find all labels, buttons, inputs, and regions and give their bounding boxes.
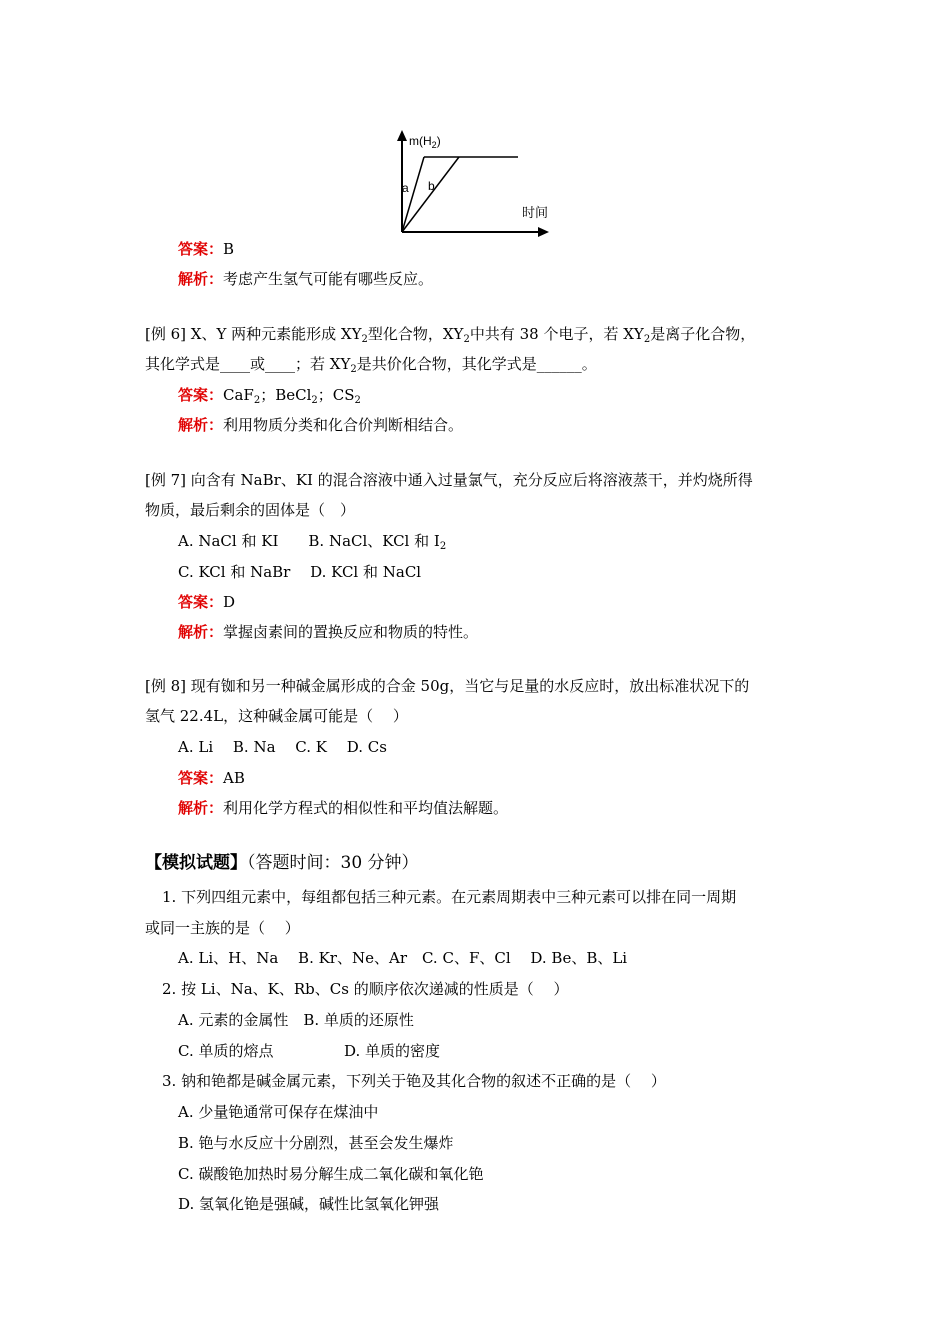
ex7-answer-value: D [223, 593, 236, 611]
ex5-answer [178, 239, 234, 259]
ex5-answer-value: B [223, 240, 235, 258]
mock-q3-option-a: A. 少量铯通常可保存在煤油中 [178, 1103, 379, 1121]
ex8-answer [178, 768, 245, 788]
mock-q2-options-ab: A. 元素的金属性 B. 单质的还原性 [178, 1011, 414, 1029]
mock-heading [145, 852, 419, 874]
mock-q2-option-d: D. 单质的密度 [344, 1042, 441, 1060]
ex8-question-line2: 氢气 22.4L，这种碱金属可能是（ ） [145, 707, 408, 725]
ex8-options: A. Li B. Na C. K D. Cs [178, 738, 387, 756]
mock-q3-option-b: B. 铯与水反应十分剧烈，甚至会发生爆炸 [178, 1134, 454, 1152]
mock-q1-line1: 1. 下列四组元素中，每组都包括三种元素。在元素周期表中三种元素可以排在同一周期 [162, 888, 737, 906]
ex5-answer-label: 答案： [178, 240, 224, 258]
graph-line-a-label: a [402, 181, 409, 195]
ex6-question-line2: 其化学式是____或____；若 $XY_2$是共价化合物，其化学式是______。 [145, 355, 597, 375]
ex6-analysis-label: 解析： [178, 416, 224, 434]
ex6-analysis-text: 利用物质分类和化合价判断相结合。 [223, 416, 464, 434]
graph-x-label: 时间 [522, 206, 549, 221]
ex7-answer [178, 592, 235, 612]
mock-q1-line2: 或同一主族的是（ ） [145, 919, 300, 937]
ex8-analysis-label: 解析： [178, 799, 224, 817]
ex7-answer-label: 答案： [178, 593, 224, 611]
ex7-options-ab: A. NaCl 和 KI B. NaCl、KCl 和 $I_2$ [178, 532, 447, 552]
ex8-analysis-text: 利用化学方程式的相似性和平均值法解题。 [223, 799, 509, 817]
ex6-question-line1: [例 6] X、Y 两种元素能形成 $XY_2$型化合物，$XY_2$中共有 38 个电子，若 $XY_2$是离子化合物， [145, 325, 756, 345]
graph-line-b-label: b [428, 179, 435, 193]
mock-heading-title: 【模拟试题】 [145, 853, 247, 873]
mock-q3: 3. 钠和铯都是碱金属元素，下列关于铯及其化合物的叙述不正确的是（ ） [162, 1072, 666, 1090]
ex8-question-line1: [例 8] 现有铷和另一种碱金属形成的合金 50g，当它与足量的水反应时，放出标准状况下的 [145, 677, 750, 695]
ex7-question-line1: [例 7] 向含有 NaBr、KI 的混合溶液中通入过量氯气，充分反应后将溶液蒸干，并灼烧所得 [145, 471, 753, 489]
ex6-answer-label: 答案： [178, 386, 224, 404]
ex7-analysis-label: 解析： [178, 623, 224, 641]
ex7-options-cd: C. KCl 和 NaBr D. KCl 和 NaCl [178, 563, 422, 581]
mock-q1-options: A. Li、H、Na B. Kr、Ne、Ar C. C、F、Cl D. Be、B、Li [178, 949, 628, 967]
hydrogen-mass-time-graph [392, 128, 557, 240]
ex7-question-line2: 物质，最后剩余的固体是（ ） [145, 501, 356, 519]
ex7-analysis [178, 622, 478, 642]
ex5-analysis-label: 解析： [178, 270, 224, 288]
graph-y-label: $m(H_2)$ [409, 134, 441, 150]
ex5-analysis [178, 269, 433, 289]
mock-q3-option-c: C. 碳酸铯加热时易分解生成二氧化碳和氧化铯 [178, 1165, 484, 1183]
ex8-analysis [178, 798, 508, 818]
mock-q2-option-c: C. 单质的熔点 [178, 1042, 274, 1060]
ex8-answer-value: AB [223, 769, 245, 787]
ex5-analysis-text: 考虑产生氢气可能有哪些反应。 [223, 270, 434, 288]
mock-q3-option-d: D. 氢氧化铯是强碱，碱性比氢氧化钾强 [178, 1195, 440, 1213]
ex6-analysis [178, 415, 463, 435]
mock-heading-time: （答题时间：30 分钟） [247, 853, 419, 873]
ex7-analysis-text: 掌握卤素间的置换反应和物质的特性。 [223, 623, 479, 641]
mock-q2: 2. 按 Li、Na、K、Rb、Cs 的顺序依次递减的性质是（ ） [162, 980, 569, 998]
ex8-answer-label: 答案： [178, 769, 224, 787]
ex6-answer: 答案：CaF$_2$；BeCl$_2$；$CS_2$ [178, 386, 361, 406]
